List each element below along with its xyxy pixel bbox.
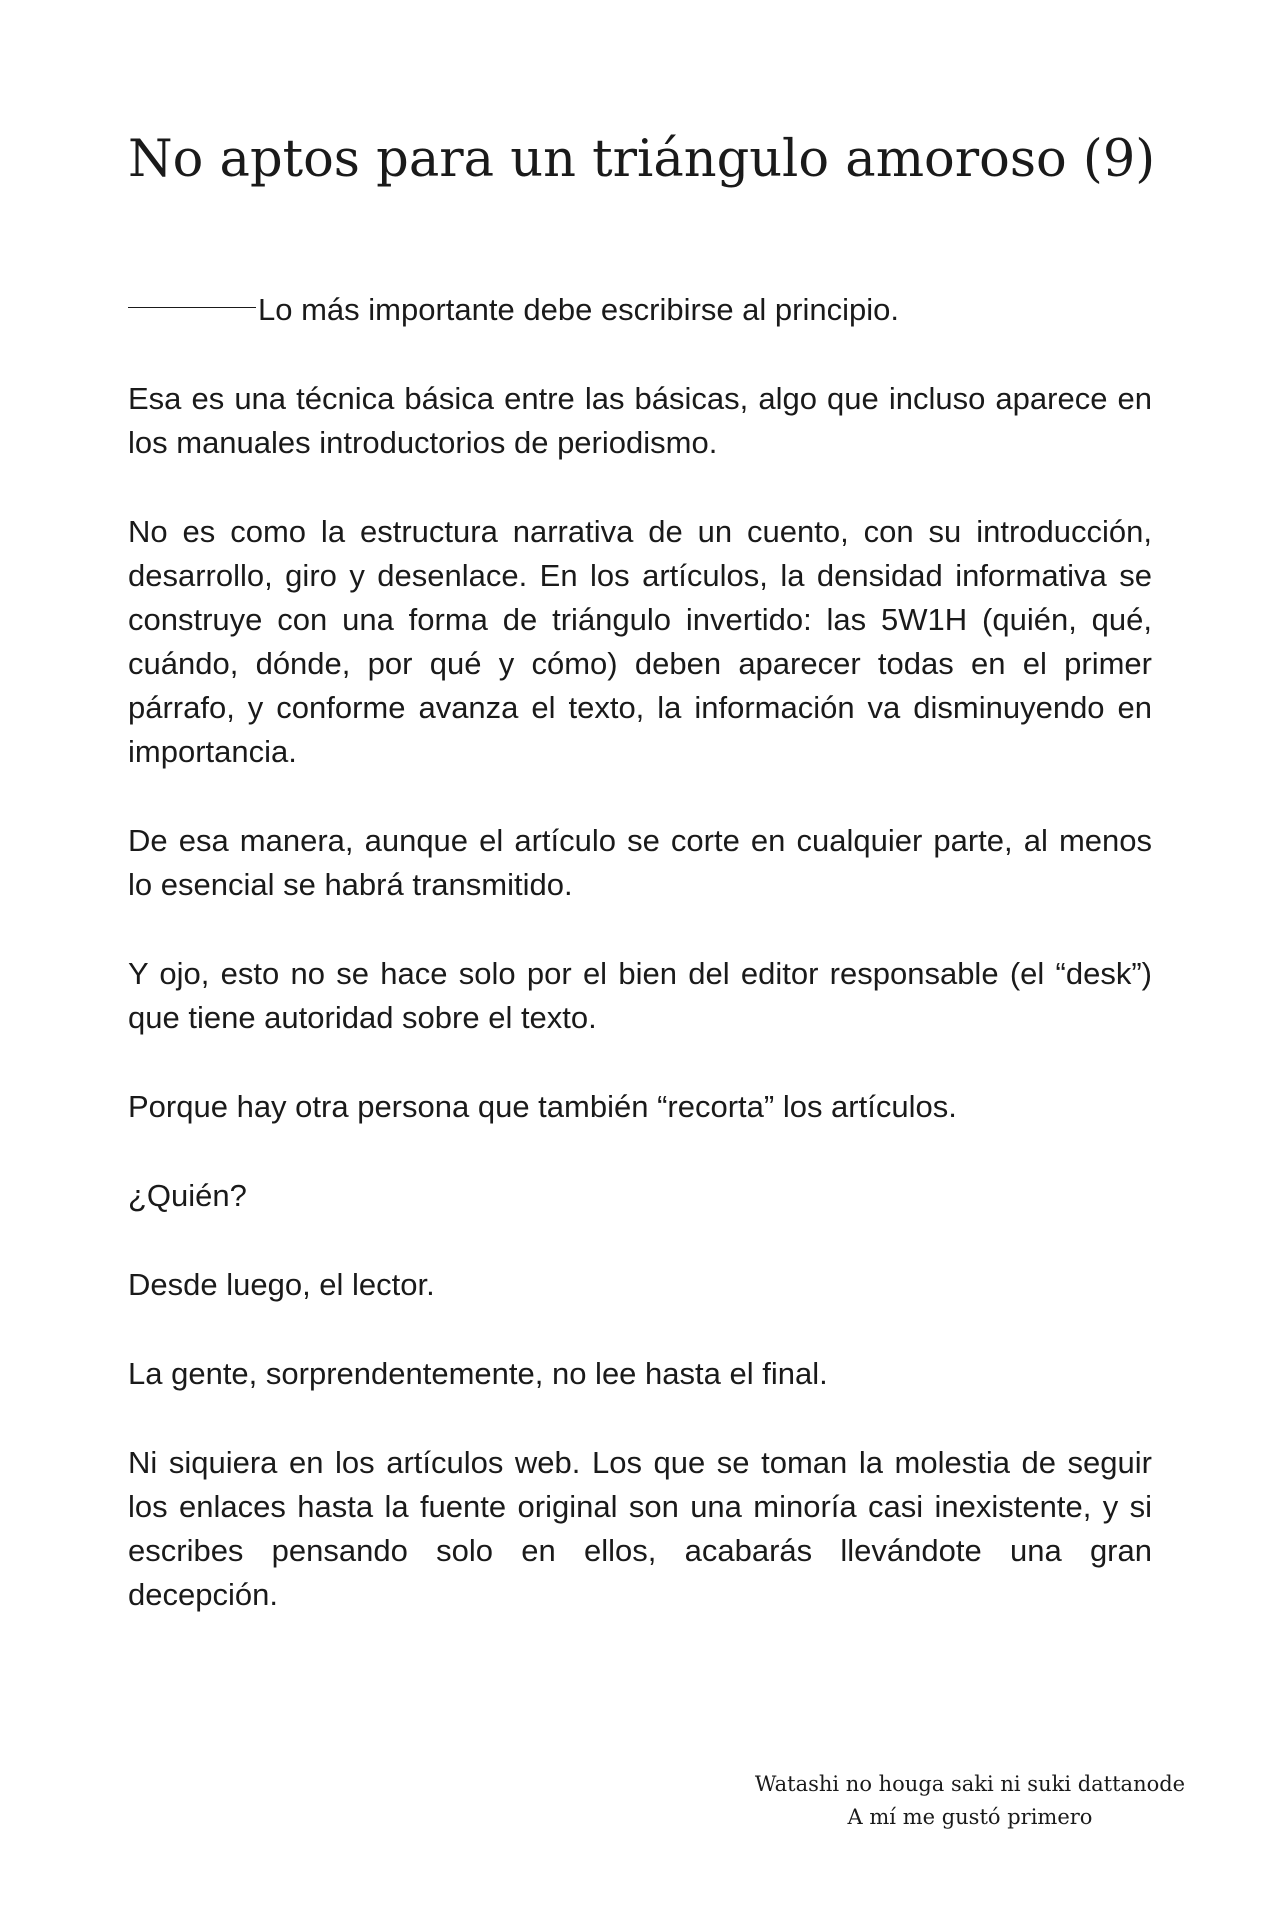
paragraph-7: ¿Quién? xyxy=(128,1178,247,1213)
footer-translated-title: A mí me gustó primero xyxy=(847,1805,1093,1829)
paragraph-1-text: Lo más importante debe escribirse al principio. xyxy=(258,292,899,327)
page-footer xyxy=(720,1768,1220,1834)
footer-original-title: Watashi no houga saki ni suki dattanode xyxy=(754,1772,1186,1796)
chapter-body xyxy=(128,288,1152,1662)
paragraph-1 xyxy=(128,288,1152,332)
paragraph-9: La gente, sorprendentemente, no lee hasta el final. xyxy=(128,1356,828,1391)
paragraph-10: Ni siquiera en los artículos web. Los que se toman la molestia de seguir los enlaces hasta la fuente original son una minoría casi inexistente, y si escribes pensando solo en ellos, acabarás llevándote una gran decepción. xyxy=(128,1445,1152,1612)
paragraph-6: Porque hay otra persona que también “recorta” los artículos. xyxy=(128,1089,957,1124)
paragraph-5: Y ojo, esto no se hace solo por el bien del editor responsable (el “desk”) que tiene autoridad sobre el texto. xyxy=(128,956,1152,1035)
chapter-title: No aptos para un triángulo amoroso (9) xyxy=(128,130,1156,189)
em-dash-line xyxy=(128,307,256,308)
paragraph-8: Desde luego, el lector. xyxy=(128,1267,435,1302)
paragraph-4: De esa manera, aunque el artículo se corte en cualquier parte, al menos lo esencial se habrá transmitido. xyxy=(128,823,1152,902)
paragraph-3: No es como la estructura narrativa de un cuento, con su introducción, desarrollo, giro y desenlace. En los artículos, la densidad informativa se construye con una forma de triángulo invertido: las 5W1H (quién, qué, cuándo, dónde, por qué y cómo) deben aparecer todas en el primer párrafo, y conforme avanza el texto, la información va disminuyendo en importancia. xyxy=(128,514,1152,769)
paragraph-2: Esa es una técnica básica entre las básicas, algo que incluso aparece en los manuales introductorios de periodismo. xyxy=(128,381,1152,460)
